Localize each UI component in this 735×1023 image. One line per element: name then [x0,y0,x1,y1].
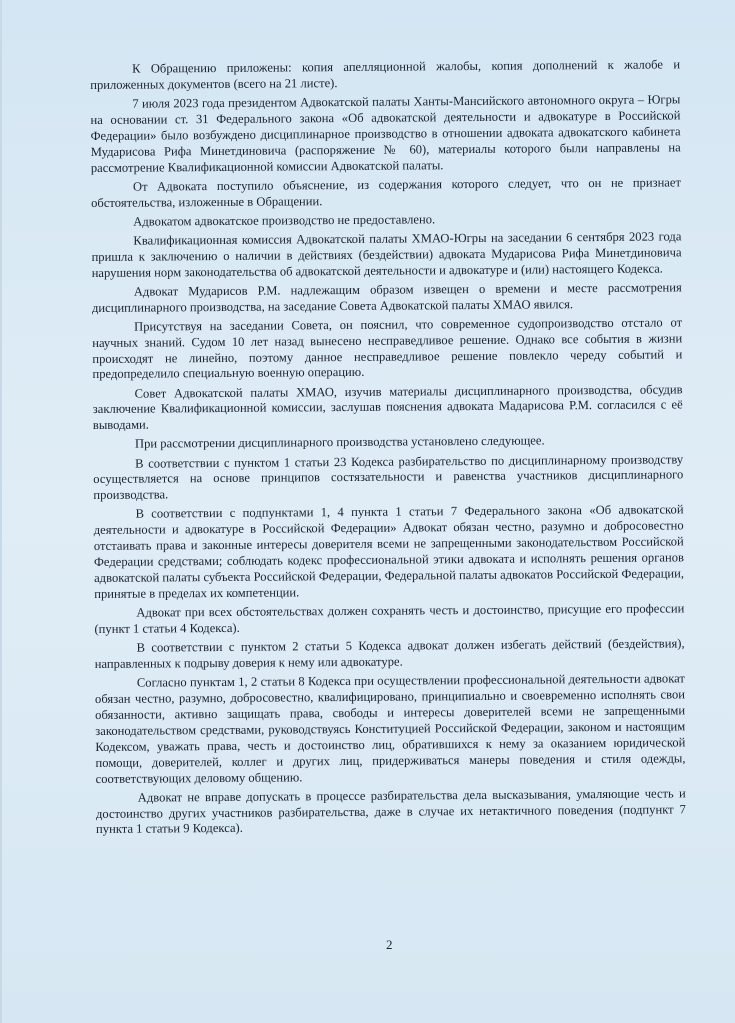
paragraph-article-8: Согласно пунктам 1, 2 статьи 8 Кодекса при осуществлении профессиональной деятельности адвокат обязан честно, разумно, добросовестно, квалифицировано, принципиально и своевременно исполнять свои обязанности, активно защищать права, свободы и интересы доверителей всеми не запрещенными законодательством средствами, руководствуясь Конституцией Российской Федерации, законом и настоящим Кодексом, уважать права, честь и достоинство лиц, обратившихся к нему за оказанием юридической помощи, доверителей, коллег и других лиц, придерживаться манеры поведения и стиля одежды, соответствующих деловому общению. [94,671,686,786]
paragraph-article-4: Адвокат при всех обстоятельствах должен сохранять честь и достоинство, присущие его профессии (пункт 1 статьи 4 Кодекса). [94,601,685,636]
paragraph-established: При рассмотрении дисциплинарного производства установлено следующее. [134,433,545,452]
paragraph-notice: Адвокат Мударисов Р.М. надлежащим образом извещен о времени и месте рассмотрения дисциплинарного производства, на заседание Совета Адвокатской палаты ХМАО явился. [91,280,682,315]
page-number: 2 [386,937,393,952]
paragraph-commission-conclusion: Квалификационная комиссия Адвокатской палаты ХМАО-Югры на заседании 6 сентября 2023 года пришла к заключению о наличии в действиях (бездействии) адвоката Мударисова Рифа Минетдиновича нарушения норм законодательства об адвокатской деятельности и адвокатуре и (или) настоящего Кодекса. [91,229,682,280]
paragraph-article-23: В соответствии с пунктом 1 статьи 23 Кодекса разбирательство по дисциплинарному производству осуществляется на основе принципов состязательности и равенства участников дисциплинарного производства. [93,451,684,503]
paragraph-no-file: Адвокатом адвокатское производство не предоставлено. [133,212,436,229]
paragraph-proceedings-initiated: 7 июля 2023 года президентом Адвокатской палаты Ханты-Мансийского автономного округа – Югры на основании ст. 31 Федерального закона «Об адвокатской деятельности и адвокатуре в Российской Федерации» было возбуждено дисциплинарное производство в отношении адвоката адвокатского кабинета Мударисова Рифа Минетдиновича (распоряжение № 60), материалы которого были направлены на рассмотрение Квалификационной комиссии Адвокатской палаты. [90,92,681,175]
paragraph-explanation-at-meeting: Присутствуя на заседании Совета, он пояснил, что современное судопроизводство отстало от научных знаний. Судом 10 лет назад вынесено несправедливое решение. Однако все события в жизни происходят не линейно, поэтому данное несправедливое решение повлекло череду событий и предопределило специальную военную операцию. [92,315,683,382]
paragraph-attachments: К Обращению приложены: копия апелляционной жалобы, копия дополнений к жалобе и приложенных документов (всего на 21 листе). [90,57,681,92]
document-body [90,57,686,841]
paragraph-council-agreed: Совет Адвокатской палаты ХМАО, изучив материалы дисциплинарного производства, обсудив заключение Квалификационной комиссии, заслушав пояснения адвоката Мадарисова Р.М. согласился с её выводами. [92,381,683,433]
paragraph-explanation: От Адвоката поступило объяснение, из содержания которого следует, что он не признает обстоятельства, изложенные в Обращении. [91,175,682,210]
paragraph-article-7-law: В соответствии с подпунктами 1, 4 пункта 1 статьи 7 Федерального закона «Об адвокатской деятельности и адвокатуре в Российской Федерации» Адвокат обязан честно, разумно и добросовестно отстаивать права и законные интересы доверителя всеми не запрещенными законодательством Российской Федерации средствами; соблюдать кодекс профессиональной этики адвоката и исполнять решения органов адвокатской палаты субъекта Российской Федерации, Федеральной палаты адвокатов Российской Федерации, принятые в пределах их компетенции. [93,502,685,601]
paragraph-article-5: В соответствии с пунктом 2 статьи 5 Кодекса адвокат должен избегать действий (бездействия), направленных к подрыву доверия к нему или адвокатуре. [94,636,685,671]
paragraph-article-9: Адвокат не вправе допускать в процессе разбирательства дела высказывания, умаляющие честь и достоинство других участников разбирательства, даже в случае их нетактичного поведения (подпункт 7 пункта 1 статьи 9 Кодекса). [95,785,686,837]
